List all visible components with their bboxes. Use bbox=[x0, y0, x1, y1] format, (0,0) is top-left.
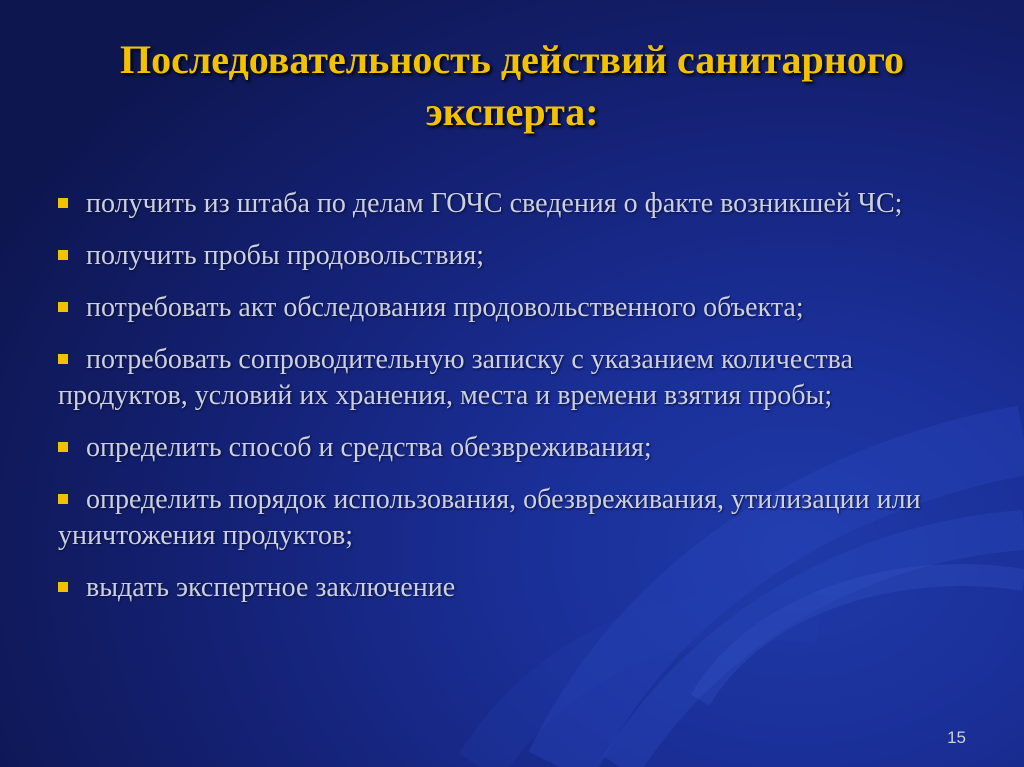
square-bullet-icon bbox=[58, 442, 68, 452]
bullet-list bbox=[58, 186, 988, 622]
list-item bbox=[58, 238, 988, 274]
list-item bbox=[58, 342, 988, 414]
list-item-text: определить порядок использования, обезвреживания, утилизации или уничтожения продуктов; bbox=[58, 484, 921, 551]
list-item bbox=[58, 570, 988, 606]
list-item-text: получить пробы продовольствия; bbox=[86, 240, 485, 271]
slide-title: Последовательность действий санитарного эксперта: bbox=[119, 37, 904, 134]
square-bullet-icon bbox=[58, 302, 68, 312]
list-item bbox=[58, 290, 988, 326]
square-bullet-icon bbox=[58, 250, 68, 260]
list-item bbox=[58, 186, 988, 222]
list-item bbox=[58, 482, 988, 554]
list-item-text: определить способ и средства обезвреживания; bbox=[86, 432, 652, 463]
square-bullet-icon bbox=[58, 354, 68, 364]
square-bullet-icon bbox=[58, 582, 68, 592]
list-item-text: выдать экспертное заключение bbox=[86, 572, 456, 603]
list-item-text: потребовать сопроводительную записку с указанием количества продуктов, условий их хранения, места и времени взятия пробы; bbox=[58, 344, 853, 411]
list-item-text: потребовать акт обследования продовольственного объекта; bbox=[86, 292, 804, 323]
page-number: 15 bbox=[947, 728, 966, 747]
square-bullet-icon bbox=[58, 494, 68, 504]
list-item-text: получить из штаба по делам ГОЧС сведения о факте возникшей ЧС; bbox=[86, 188, 903, 219]
square-bullet-icon bbox=[58, 198, 68, 208]
list-item bbox=[58, 430, 988, 466]
